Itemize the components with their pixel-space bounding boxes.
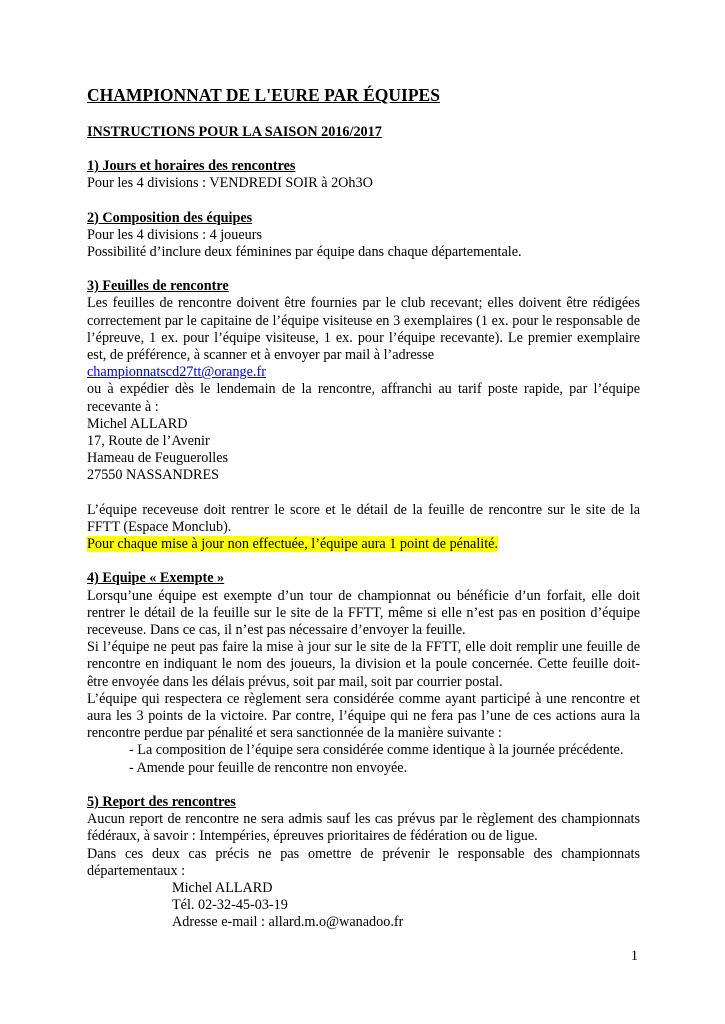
contact-line: Adresse e-mail : allard.m.o@wanadoo.fr <box>172 914 404 931</box>
postponement-paragraph-1: Aucun report de rencontre ne sera admis sauf les cas prévus par le règlement des championnats fédéraux, à savoir : Intempéries, épreuves prioritaires de fédération ou de ligue. <box>87 811 640 845</box>
address-line: Michel ALLARD <box>87 415 188 432</box>
schedule-text: Pour les 4 divisions : VENDREDI SOIR à 2Oh3O <box>87 175 373 192</box>
address-line: 17, Route de l’Avenir <box>87 433 210 450</box>
section-heading: 5) Report des rencontres <box>87 793 236 810</box>
composition-line-2: Possibilité d’inclure deux féminines par équipe dans chaque départementale. <box>87 244 522 261</box>
address-line: 27550 NASSANDRES <box>87 467 220 484</box>
list-item: - La composition de l’équipe sera considérée comme identique à la journée précédente. <box>129 742 624 759</box>
penalty-highlight: Pour chaque mise à jour non effectuée, l’équipe aura 1 point de pénalité. <box>87 536 499 553</box>
contact-line: Tél. 02-32-45-03-19 <box>172 897 288 914</box>
document-page <box>87 84 640 949</box>
section-composition <box>87 210 640 262</box>
section-schedule <box>87 158 640 192</box>
document-title: CHAMPIONNAT DE L'EURE PAR ÉQUIPES <box>87 85 440 105</box>
section-heading: 2) Composition des équipes <box>87 209 253 226</box>
postponement-paragraph-2: Dans ces deux cas précis ne pas omettre de prévenir le responsable des championnats départementaux : <box>87 845 640 879</box>
section-heading: 4) Equipe « Exempte » <box>87 570 225 587</box>
composition-line-1: Pour les 4 divisions : 4 joueurs <box>87 226 262 243</box>
list-item: - Amende pour feuille de rencontre non envoyée. <box>129 759 408 776</box>
address-line: Hameau de Feuguerolles <box>87 450 229 467</box>
section-match-sheets <box>87 278 640 553</box>
section-exempt-team <box>87 570 640 776</box>
email-link[interactable]: championnatscd27tt@orange.fr <box>87 364 266 381</box>
section-postponement <box>87 794 640 932</box>
exempt-paragraph-3: L’équipe qui respectera ce règlement sera considérée comme ayant participé à une rencontre et aura les 3 points de la victoire. Par contre, l’équipe qui ne fera pas l’une de ces actions aura la rencontre perdue par pénalité et sera sanctionnée de la manière suivante : <box>87 690 640 742</box>
contact-line: Michel ALLARD <box>172 879 273 896</box>
page-number: 1 <box>630 948 638 964</box>
exempt-paragraph-2: Si l’équipe ne peut pas faire la mise à jour sur le site de la FFTT, elle doit remplir une feuille de rencontre en indiquant le nom des joueurs, la division et la poule concernée. Cette feuille doit-être envoyée dans les délais prévus, soit par mail, soit par courrier postal. <box>87 639 640 690</box>
mailing-paragraph: ou à expédier dès le lendemain de la rencontre, affranchi au tarif poste rapide, par l’équipe recevante à : <box>87 381 640 415</box>
section-heading: 1) Jours et horaires des rencontres <box>87 158 296 175</box>
section-heading: 3) Feuilles de rencontre <box>87 278 229 295</box>
exempt-paragraph-1: Lorsqu’une équipe est exempte d’un tour de championnat ou bénéficie d’un forfait, elle doit rentrer le détail de la feuille sur le site de la FFTT, même si elle n’est pas en position d’équipe receveuse. Dans ce cas, il n’est pas nécessaire d’envoyer la feuille. <box>87 587 640 639</box>
score-entry-paragraph: L’équipe receveuse doit rentrer le score et le détail de la feuille de rencontre sur le site de la FFTT (Espace Monclub). <box>87 501 640 536</box>
document-subtitle: INSTRUCTIONS POUR LA SAISON 2016/2017 <box>87 124 382 140</box>
match-sheets-paragraph: Les feuilles de rencontre doivent être fournies par le club recevant; elles doivent être rédigées correctement par le capitaine de l’équipe visiteuse en 3 exemplaires (1 ex. pour le responsable de l’épreuve, 1 ex. pour l’équipe visiteuse, 1 ex. pour l’équipe recevante). Le premier exemplaire est, de préférence, à scanner et à envoyer par mail à l’adresse <box>87 295 640 364</box>
